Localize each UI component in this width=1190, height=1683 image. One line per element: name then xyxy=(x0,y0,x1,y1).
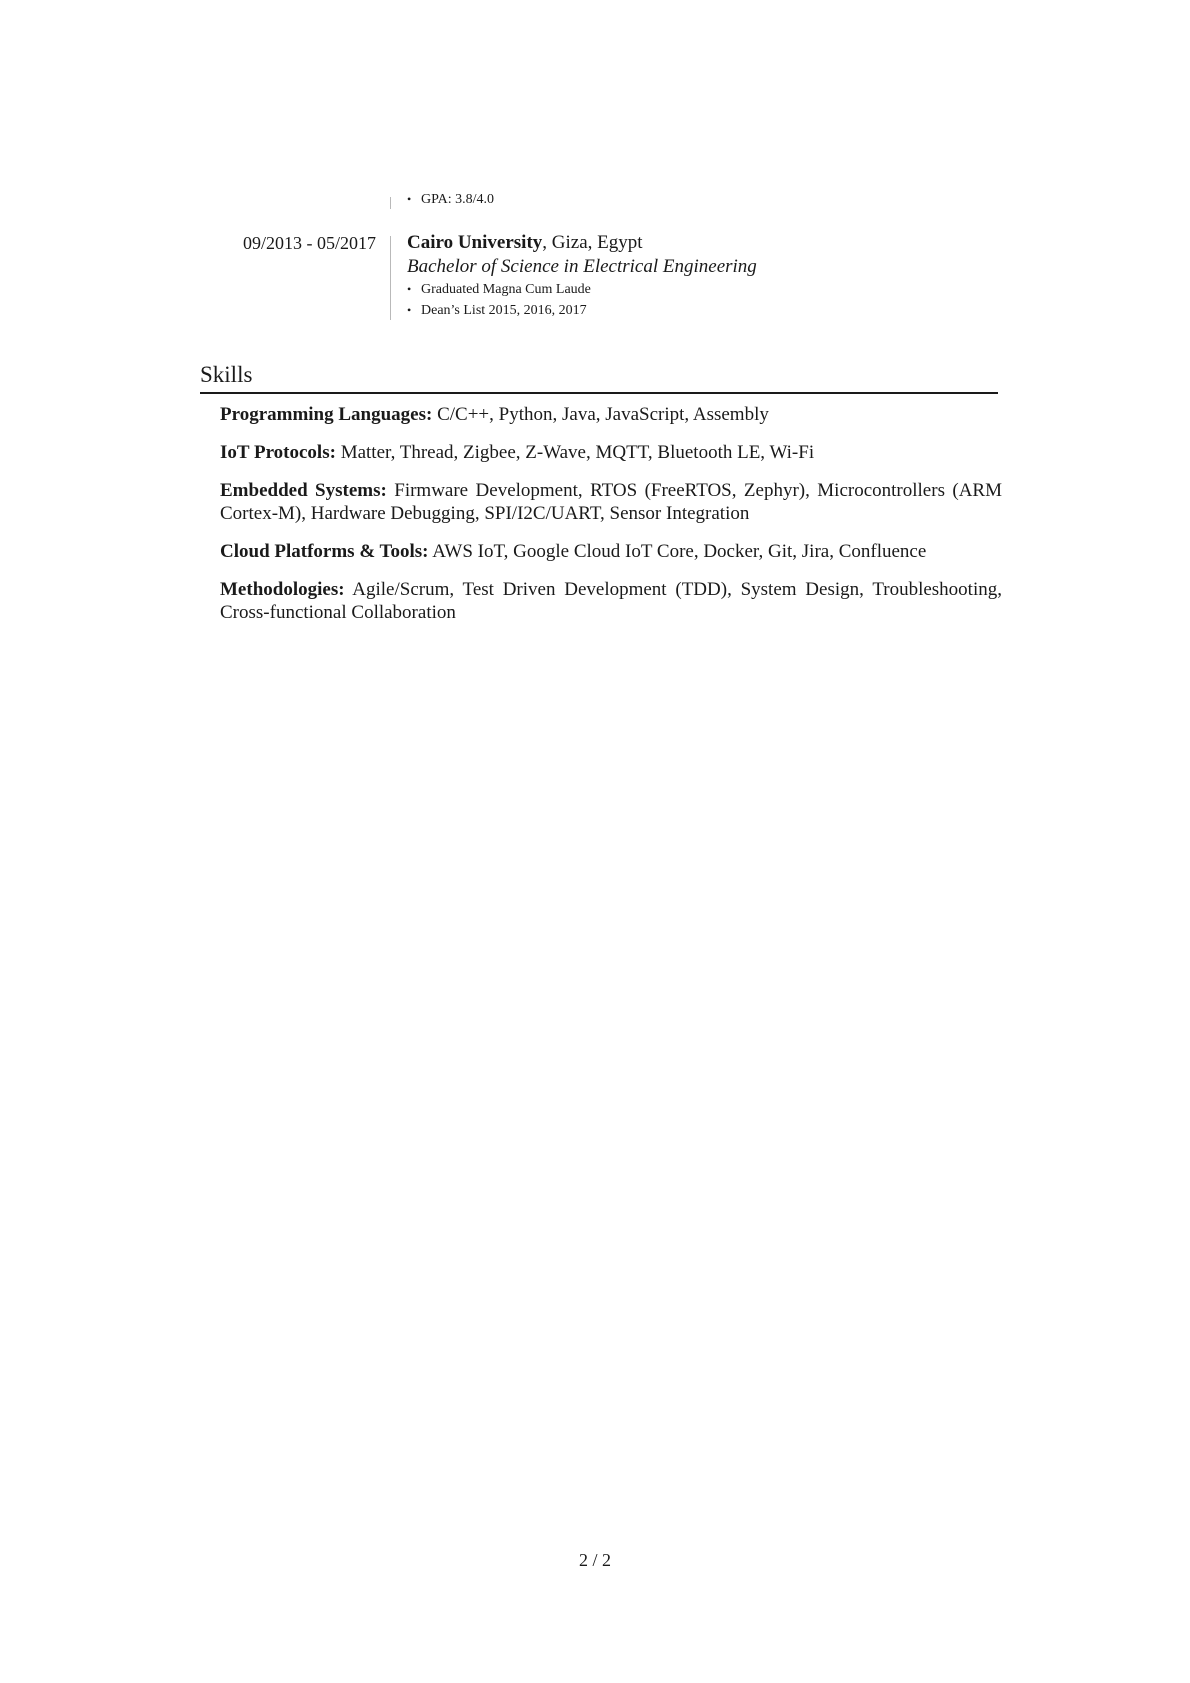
skill-value: Matter, Thread, Zigbee, Z-Wave, MQTT, Bluetooth LE, Wi-Fi xyxy=(335,442,815,463)
timeline-rule xyxy=(390,236,391,320)
education-entry xyxy=(407,231,1007,321)
skill-embedded-systems xyxy=(220,479,1002,525)
skills-list xyxy=(220,403,1002,639)
skill-iot-protocols xyxy=(220,441,1002,464)
page-number: 2 / 2 xyxy=(578,1550,611,1570)
skill-label: Embedded Systems: xyxy=(220,480,387,501)
education-location: , Giza, Egypt xyxy=(542,232,643,253)
timeline-rule xyxy=(390,197,391,209)
section-title-skills: Skills xyxy=(200,362,253,387)
previous-entry-bullets xyxy=(407,189,1007,210)
education-dates: 09/2013 - 05/2017 xyxy=(243,233,376,253)
skill-cloud-platforms xyxy=(220,540,1002,563)
education-degree: Bachelor of Science in Electrical Engineering xyxy=(407,256,757,277)
skill-label: Cloud Platforms & Tools: xyxy=(220,541,429,562)
skill-value: AWS IoT, Google Cloud IoT Core, Docker, Git, Jira, Confluence xyxy=(428,541,927,562)
skill-label: Methodologies: xyxy=(220,579,345,600)
skill-label: IoT Protocols: xyxy=(220,442,336,463)
education-institution-line xyxy=(407,231,1007,255)
skill-value: C/C++, Python, Java, JavaScript, Assembly xyxy=(432,404,769,425)
bullet-item: • Graduated Magna Cum Laude xyxy=(407,279,1007,300)
skill-label: Programming Languages: xyxy=(220,404,433,425)
skill-value: Agile/Scrum, Test Driven Development (TDD), System Design, Troubleshooting, Cross-functional Collaboration xyxy=(220,579,1002,623)
education-institution: Cairo University xyxy=(407,232,543,253)
skill-programming-languages xyxy=(220,403,1002,426)
bullet-item: • Dean’s List 2015, 2016, 2017 xyxy=(407,300,1007,321)
skill-methodologies xyxy=(220,578,1002,624)
bullet-item: • GPA: 3.8/4.0 xyxy=(407,189,1007,210)
skill-value: Firmware Development, RTOS (FreeRTOS, Zephyr), Microcontrollers (ARM Cortex-M), Hardware Debugging, SPI/I2C/UART, Sensor Integration xyxy=(220,480,1002,524)
education-bullets xyxy=(407,279,1007,321)
previous-entry-body xyxy=(407,189,1007,210)
section-divider xyxy=(200,392,998,394)
